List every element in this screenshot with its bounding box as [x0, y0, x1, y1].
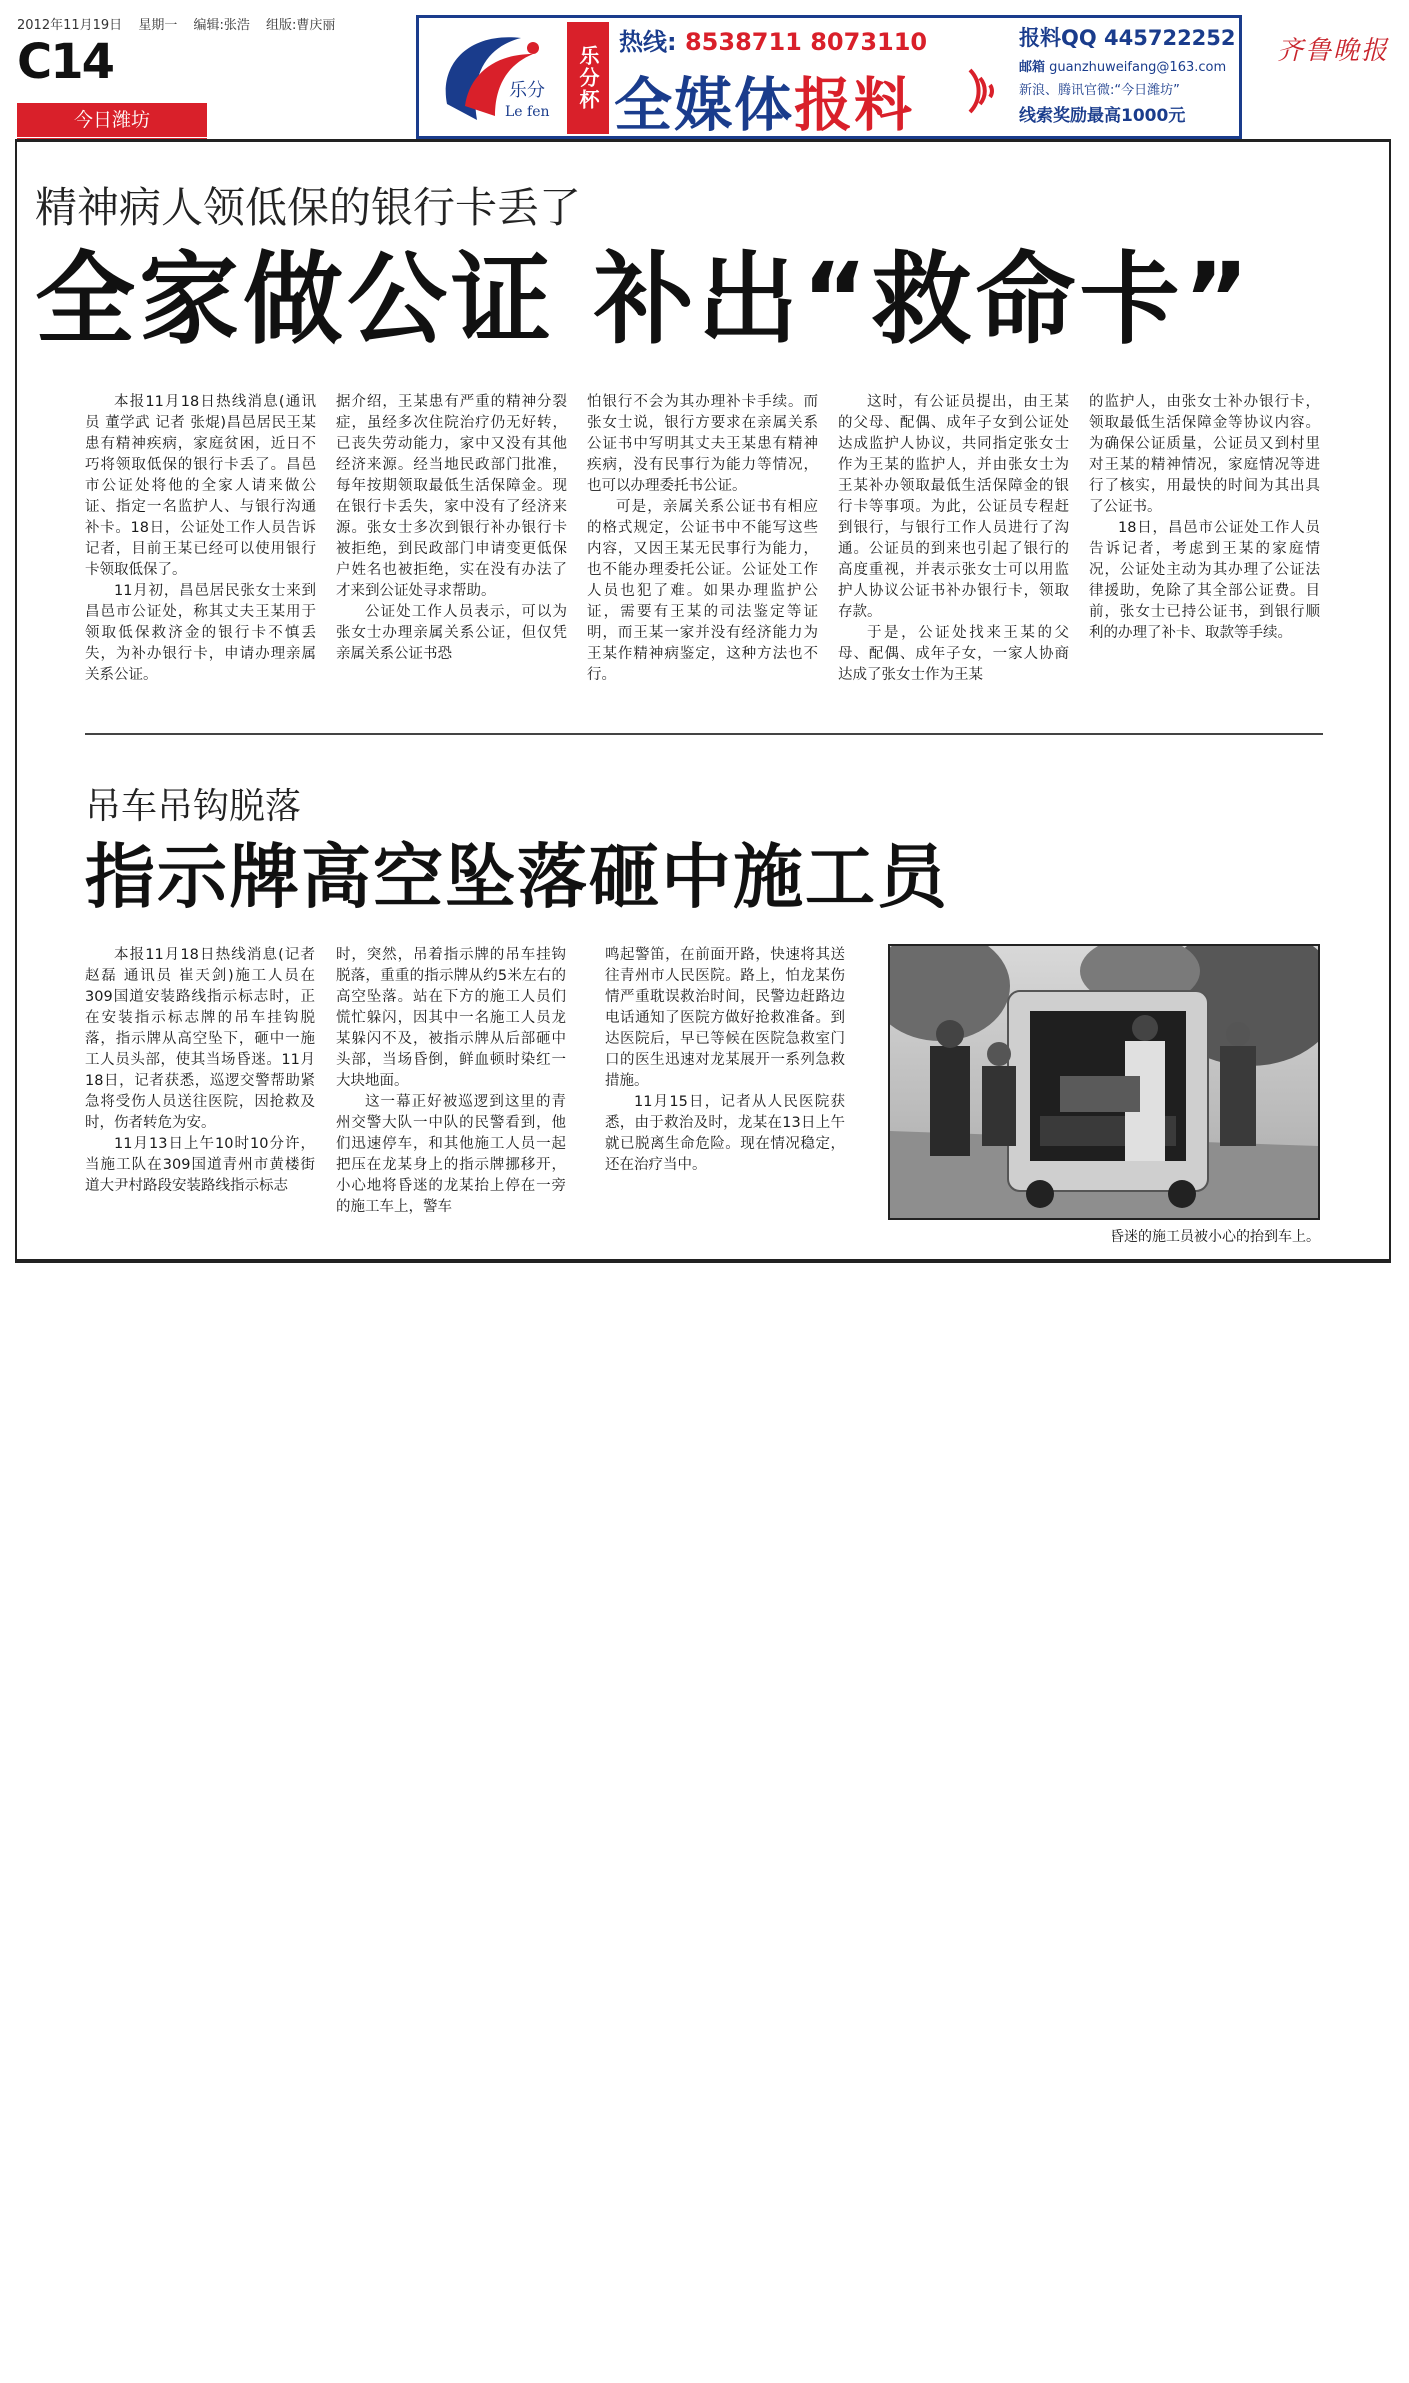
article2-column — [336, 945, 566, 1225]
ad-brand-en: Le fen — [505, 104, 550, 120]
paragraph: 11月初，昌邑居民张女士来到昌邑市公证处，称其丈夫王某用于领取低保救济金的银行卡不慎丢失，为补办银行卡，申请办理亲属关系公证。 — [85, 583, 316, 683]
page-number: C14 — [17, 34, 114, 90]
paragraph: 于是，公证处找来王某的父母、配偶、成年子女，一家人协商达成了张女士作为王某 — [838, 625, 1069, 683]
issue-layout: 组版:曹庆丽 — [266, 18, 336, 33]
ad-email-row — [1019, 56, 1234, 75]
paragraph: 时，突然，吊着指示牌的吊车挂钩脱落，重重的指示牌从约5米左右的高空坠落。站在下方的施工人员们慌忙躲闪，因其中一名施工人员龙某躲闪不及，被指示牌从后部砸中头部，当场昏倒，鲜血顿时染红一大块地面。 — [336, 947, 566, 1089]
article1-column — [85, 392, 316, 710]
paragraph: 的监护人，由张女士补办银行卡，领取最低生活保障金等协议内容。为确保公证质量，公证员又到村里对王某的精神情况，家庭情况等进行了核实，用最快的时间为其出具了公证书。 — [1089, 394, 1320, 515]
article1-column — [1089, 392, 1320, 710]
issue-editor: 编辑:张浩 — [193, 18, 250, 33]
ad-weibo: 新浪、腾讯官微:“今日潍坊” — [1019, 83, 1180, 98]
paragraph: 本报11月18日热线消息(通讯员 董学武 记者 张焜)昌邑居民王某患有精神疾病，家庭贫困，近日不巧将领取低保的银行卡丢了。昌邑市公证处将他的全家人请来做公证、指定一名监护人、与银行沟通补卡。18日，公证处工作人员告诉记者，目前王某已经可以使用银行卡领取低保了。 — [85, 394, 316, 578]
paragraph: 本报11月18日热线消息(记者 赵磊 通讯员 崔天剑)施工人员在309国道安装路线指示标志时，正在安装指示标志牌的吊车挂钩脱落，指示牌从高空坠下，砸中一施工人员头部，使其当场昏迷。11月18日，记者获悉，巡逻交警帮助紧急将受伤人员送往医院，因抢救及时，伤者转危为安。 — [85, 947, 315, 1131]
banner-ad[interactable] — [416, 15, 1242, 139]
article2-kicker: 吊车吊钩脱落 — [85, 786, 302, 827]
paragraph: 公证处工作人员表示，可以为张女士办理亲属关系公证，但仅凭亲属关系公证书恐 — [336, 604, 567, 662]
ad-brand-cn: 乐分 — [509, 80, 545, 101]
ad-hotline-numbers: 8538711 8073110 — [684, 28, 928, 56]
ad-email[interactable]: guanzhuweifang@163.com — [1049, 60, 1227, 75]
ad-qq: 报料QQ 445722252 — [1019, 26, 1236, 50]
article2-column — [605, 945, 845, 1225]
ad-slogan — [614, 58, 914, 139]
paragraph: 怕银行不会为其办理补卡手续。而张女士说，银行方要求在亲属关系公证书中写明其丈夫王某患有精神疾病，没有民事行为能力等情况，也可以办理委托书公证。 — [587, 394, 818, 494]
article1-column — [838, 392, 1069, 710]
issue-weekday: 星期一 — [138, 18, 178, 33]
ad-hotline-label: 热线: — [619, 28, 677, 56]
issue-date: 2012年11月19日 — [17, 18, 123, 33]
ad-contact — [1019, 22, 1234, 126]
ad-slogan-a: 全媒体 — [614, 71, 795, 139]
paragraph: 据介绍，王某患有严重的精神分裂症，虽经多次住院治疗仍无好转，已丧失劳动能力，家中又没有其他经济来源。经当地民政部门批准，每年按期领取最低生活保障金。现在银行卡丢失，家中没有了经济来源。张女士多次到银行补办银行卡被拒绝，到民政部门申请变更低保户姓名也被拒绝，实在没有办法了才来到公证处寻求帮助。 — [336, 394, 567, 599]
article2-column — [85, 945, 315, 1225]
article2-headline: 指示牌高空坠落砸中施工员 — [85, 836, 949, 918]
issue-meta — [17, 14, 347, 33]
paragraph: 这一幕正好被巡逻到这里的青州交警大队一中队的民警看到，他们迅速停车，和其他施工人员一起把压在龙某身上的指示牌挪移开，小心地将昏迷的龙某抬上停在一旁的施工车上，警车 — [336, 1094, 566, 1215]
ad-reward: 线索奖励最高1000元 — [1019, 106, 1186, 126]
article1-column — [336, 392, 567, 710]
article1-column — [587, 392, 818, 710]
ad-slogan-b: 报料 — [794, 71, 915, 139]
paragraph: 可是，亲属关系公证书有相应的格式规定，公证书中不能写这些内容，又因王某无民事行为能力，也不能办理委托公证。公证处工作人员也犯了难。如果办理监护公证，需要有王某的司法鉴定等证明，而王某一家并没有经济能力为王某作精神病鉴定，这种方法也不行。 — [587, 499, 818, 683]
paragraph: 这时，有公证员提出，由王某的父母、配偶、成年子女到公证处达成监护人协议，共同指定张女士作为王某的监护人，并由张女士为王某补办领取最低生活保障金的银行卡等事项。为此，公证员专程赶到银行，与银行工作人员进行了沟通。公证员的到来也引起了银行的高度重视，并表示张女士可以用监护人协议公证书补办银行卡，领取存款。 — [838, 394, 1069, 620]
article1-headline: 全家做公证 补出“救命卡” — [35, 241, 1254, 358]
ad-brand-vertical: 乐分杯 — [567, 22, 609, 134]
ad-email-label: 邮箱 — [1019, 60, 1046, 75]
lefen-logo — [429, 24, 569, 132]
paragraph: 11月13日上午10时10分许，当施工队在309国道青州市黄楼街道大尹村路段安装路线指示标志 — [85, 1136, 315, 1194]
photo-caption: 昏迷的施工员被小心的抬到车上。 — [1110, 1229, 1320, 1245]
paragraph: 鸣起警笛，在前面开路，快速将其送往青州市人民医院。路上，怕龙某伤情严重耽误救治时间，民警边赶路边电话通知了医院方做好抢救准备。到达医院后，早已等候在医院急救室门口的医生迅速对龙某展开一系列急救措施。 — [605, 947, 845, 1089]
paragraph: 18日，昌邑市公证处工作人员告诉记者，考虑到王某的家庭情况，公证处主动为其办理了公证法律援助，免除了其全部公证费。目前，张女士已持公证书，到银行顺利的办理了补卡、取款等手续。 — [1089, 520, 1320, 641]
section-tag: 今日潍坊 — [17, 103, 207, 137]
signal-icon — [964, 60, 1014, 120]
paragraph: 11月15日，记者从人民医院获悉，由于救治及时，龙某在13日上午就已脱离生命危险。现在情况稳定，还在治疗当中。 — [605, 1094, 845, 1173]
article-divider — [85, 733, 1323, 735]
article1-kicker: 精神病人领低保的银行卡丢了 — [35, 183, 582, 232]
masthead-logo: 齐鲁晚报 — [1276, 36, 1389, 66]
ad-hotline — [619, 22, 927, 57]
news-photo — [888, 944, 1320, 1220]
